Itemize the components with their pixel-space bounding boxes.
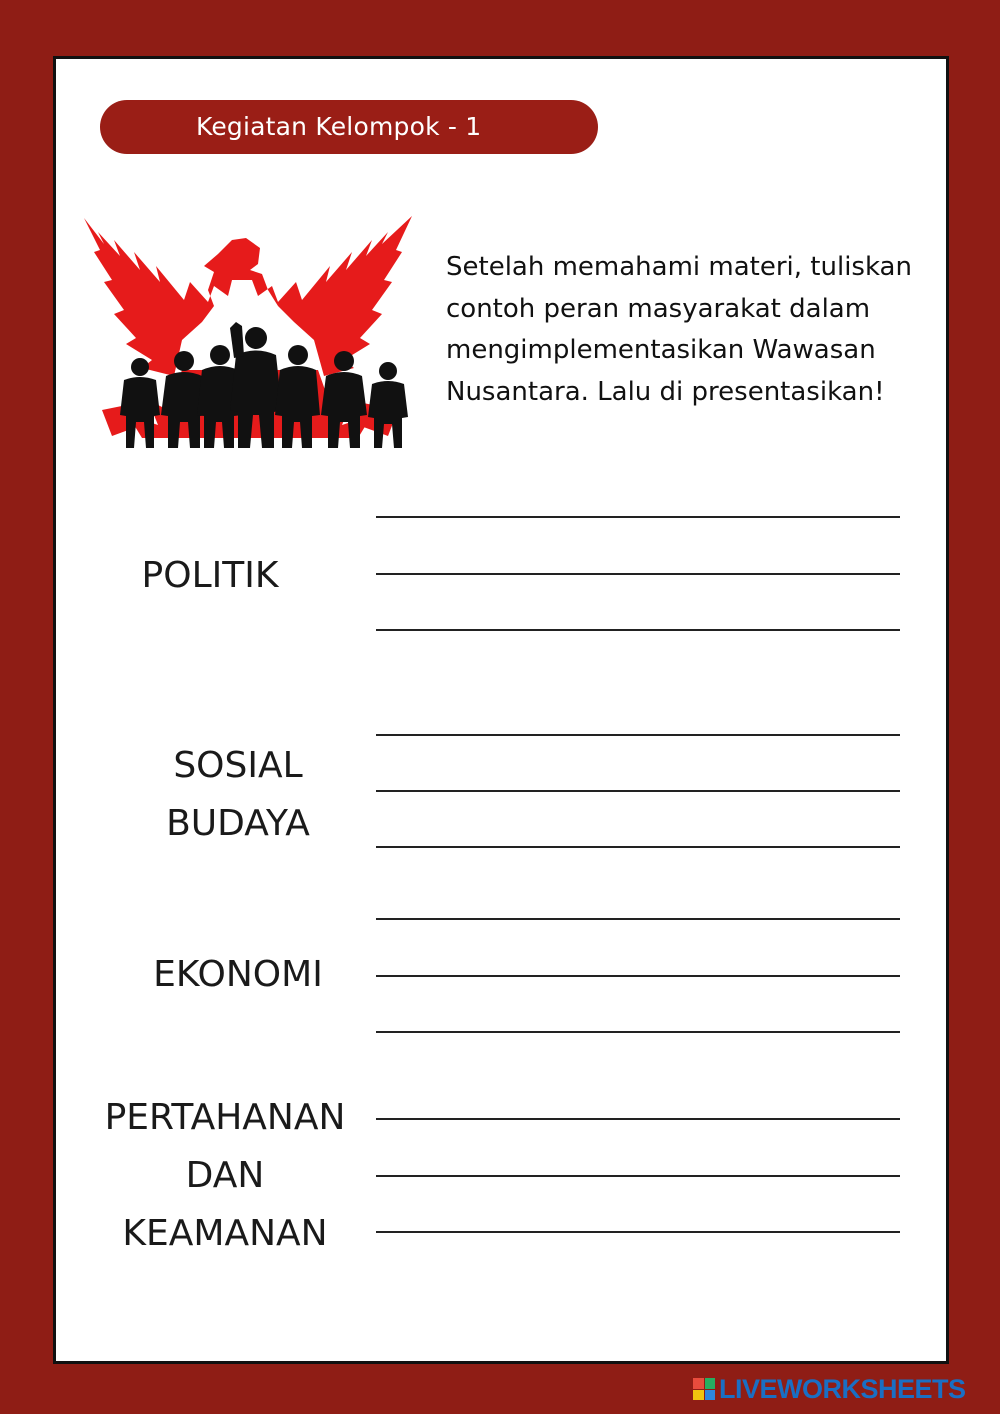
liveworksheets-logo-icon <box>693 1378 715 1400</box>
instruction-line: Nusantara. Lalu di presentasikan! <box>446 376 885 407</box>
category-label-politik: POLITIK <box>141 555 279 596</box>
answer-line-politik-2[interactable] <box>376 573 900 575</box>
answer-line-politik-3[interactable] <box>376 629 900 631</box>
answer-line-sosial-budaya-3[interactable] <box>376 846 900 848</box>
answer-line-pertahanan-2[interactable] <box>376 1175 900 1177</box>
instruction-text <box>446 247 946 413</box>
activity-title: Kegiatan Kelompok - 1 <box>196 112 482 141</box>
garuda-silhouette-icon <box>82 210 418 450</box>
answer-line-ekonomi-1[interactable] <box>376 918 900 920</box>
answer-line-politik-1[interactable] <box>376 516 900 518</box>
answer-line-pertahanan-1[interactable] <box>376 1118 900 1120</box>
category-label-sosial-budaya: SOSIAL BUDAYA <box>166 745 310 844</box>
instruction-line: mengimplementasikan Wawasan <box>446 335 876 365</box>
answer-line-ekonomi-3[interactable] <box>376 1031 900 1033</box>
watermark-text: LIVEWORKSHEETS <box>719 1374 966 1404</box>
answer-line-ekonomi-2[interactable] <box>376 975 900 977</box>
liveworksheets-watermark <box>693 1376 966 1402</box>
category-label-pertahanan-keamanan: PERTAHANAN DAN KEAMANAN <box>104 1097 346 1254</box>
answer-line-pertahanan-3[interactable] <box>376 1231 900 1233</box>
instruction-line: Setelah memahami materi, tuliskan <box>446 252 912 282</box>
answer-line-sosial-budaya-1[interactable] <box>376 734 900 736</box>
category-label-ekonomi: EKONOMI <box>153 954 323 995</box>
activity-title-banner <box>100 100 598 154</box>
answer-line-sosial-budaya-2[interactable] <box>376 790 900 792</box>
instruction-line: contoh peran masyarakat dalam <box>446 293 871 324</box>
